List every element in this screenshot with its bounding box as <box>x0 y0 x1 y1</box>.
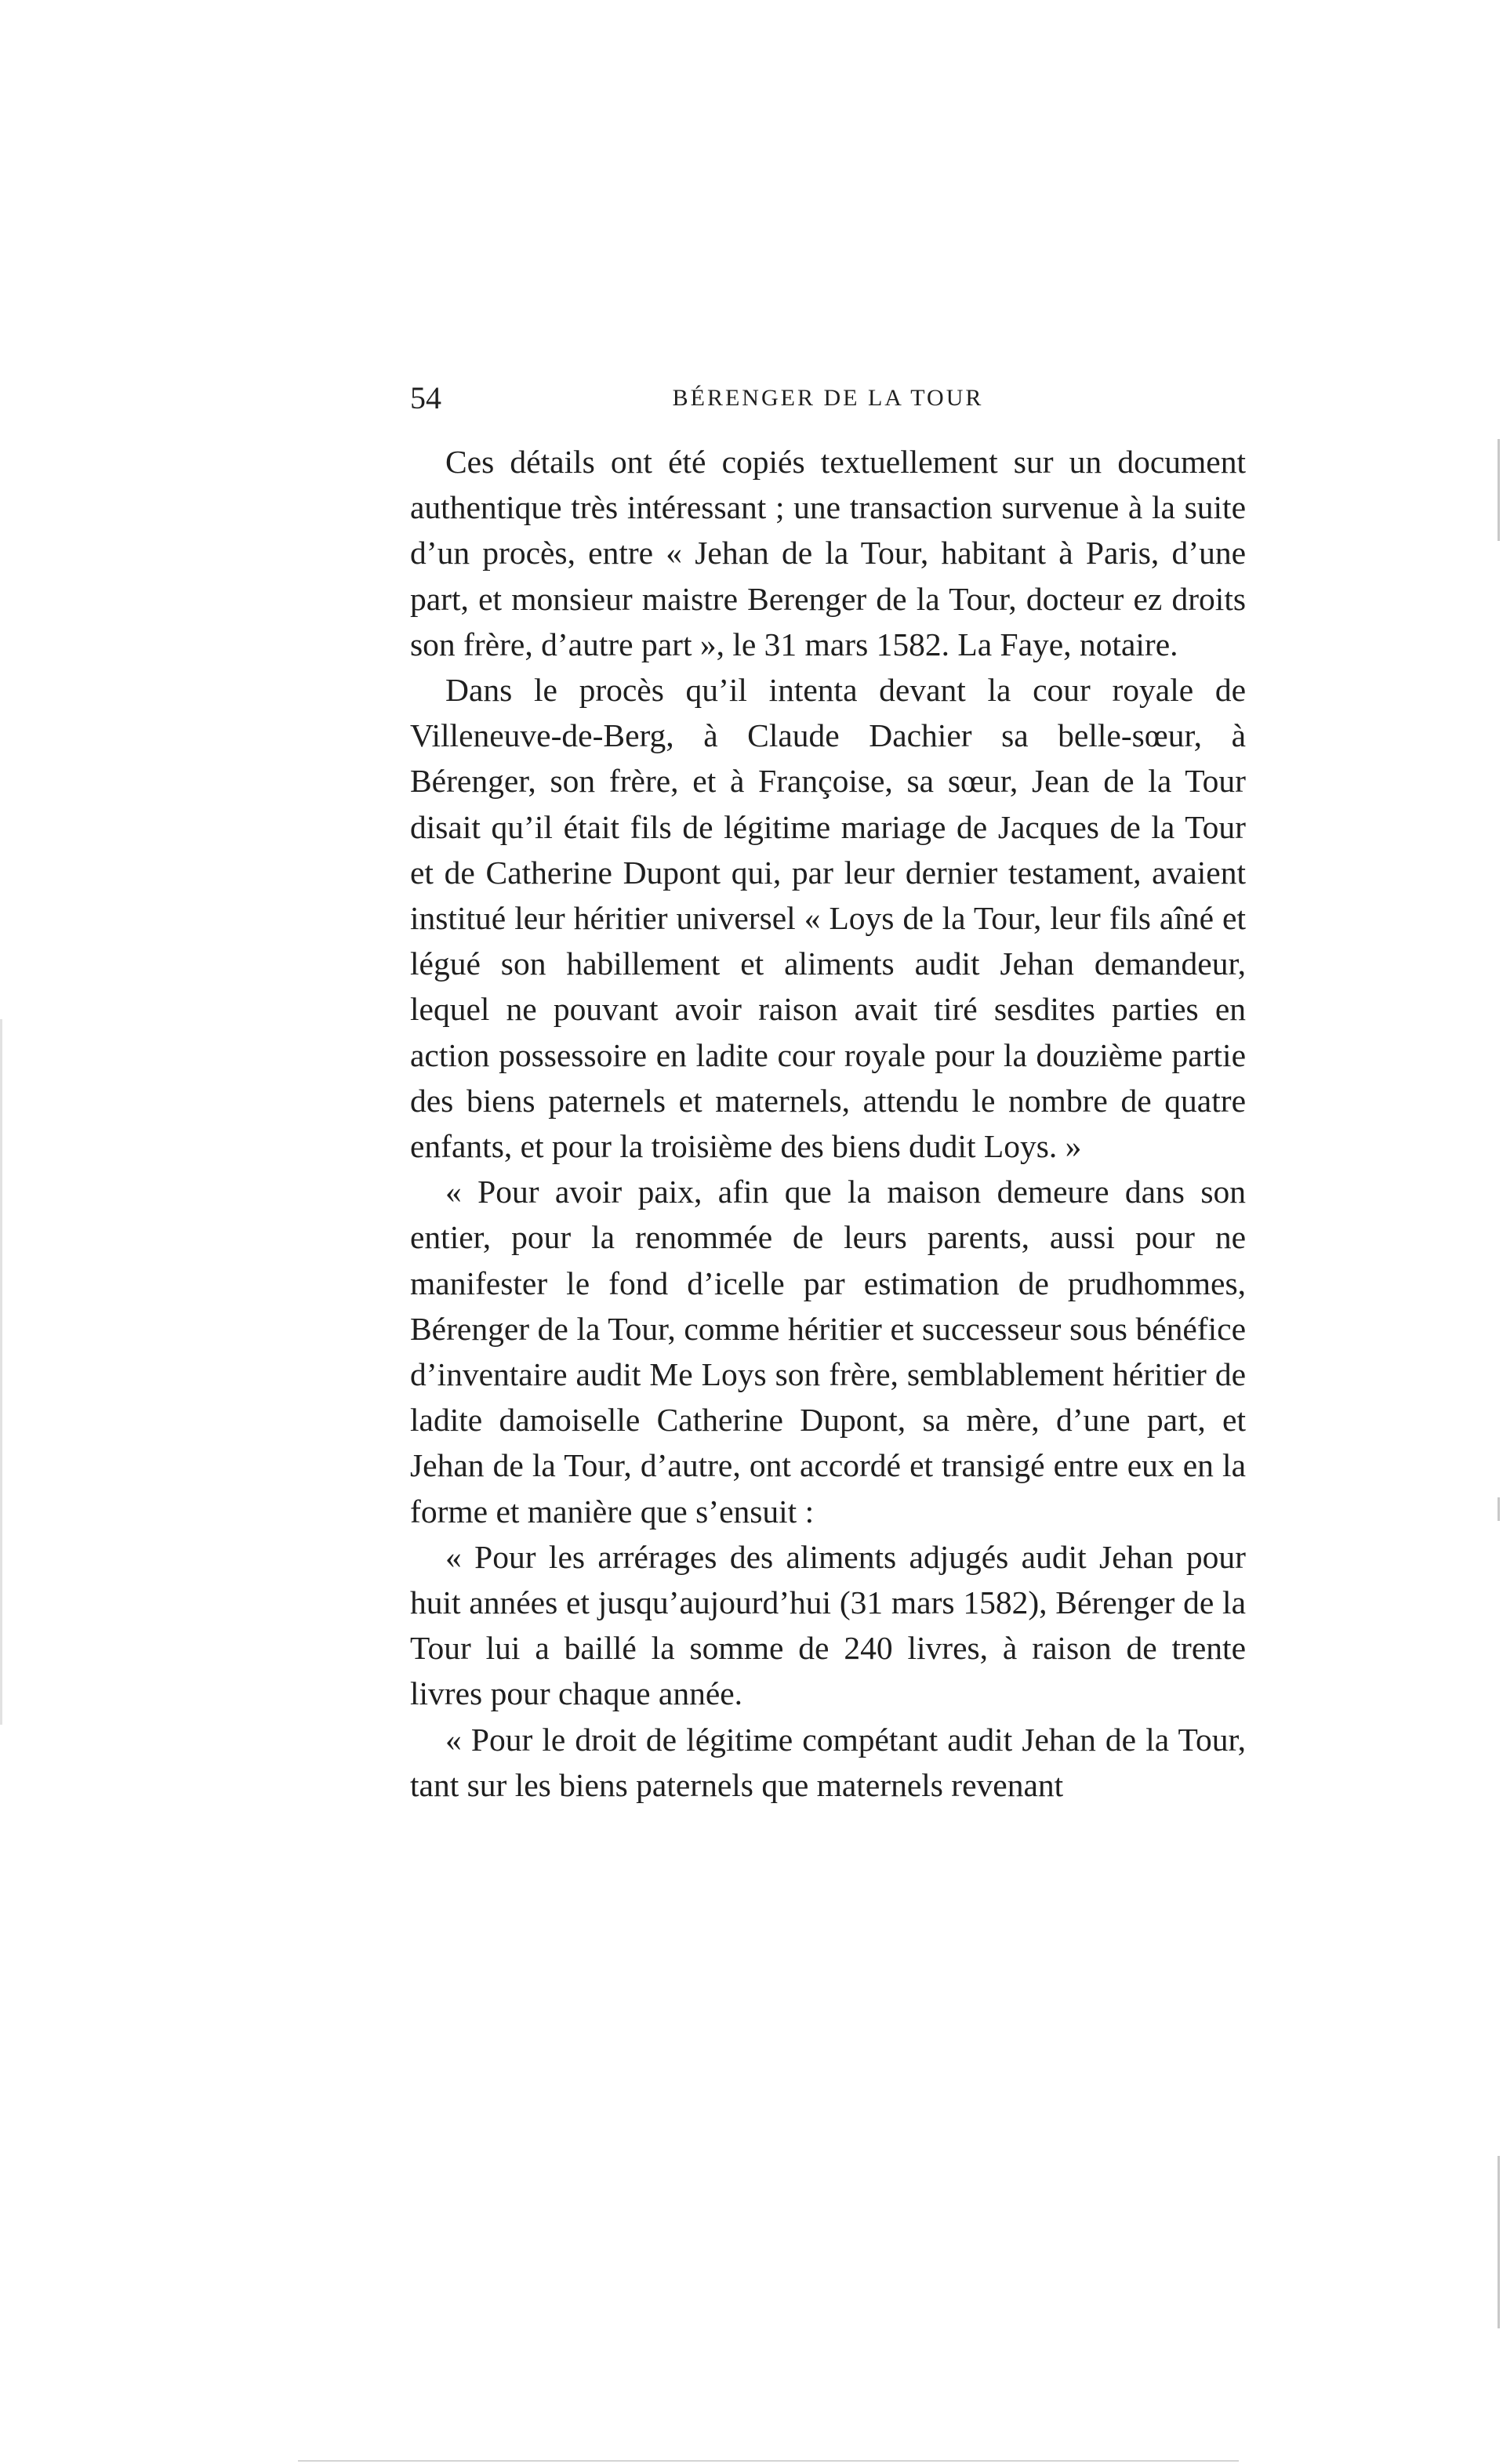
page-number: 54 <box>410 380 441 416</box>
scan-mark-right-middle <box>1498 1497 1500 1521</box>
paragraph-1: Ces détails ont été copiés textuellement sur un document authentique très intéressant ; une transaction survenue à la suite d’un procès, entre « Jehan de la Tour, habitant à Paris, d’une part, et monsieur maistre Berenger de la Tour, docteur ez droits son frère, d’autre part », le 31 mars 1582. La Faye, notaire. <box>410 444 1246 662</box>
paragraph-2: Dans le procès qu’il intenta devant la cour royale de Villeneuve-de-Berg, à Claude Dachier sa belle-sœur, à Bérenger, son frère, et à Françoise, sa sœur, Jean de la Tour disait qu’il était fils de légitime mariage de Jacques de la Tour et de Catherine Dupont qui, par leur dernier testament, avaient institué leur héritier universel « Loys de la Tour, leur fils aîné et légué son habillement et aliments audit Jehan demandeur, lequel ne pouvant avoir raison avait tiré sesdites parties en action possessoire en ladite cour royale pour la douzième partie des biens paternels et maternels, attendu le nombre de quatre enfants, et pour la troisième des biens dudit Loys. » <box>410 672 1246 1165</box>
paragraph-5: « Pour le droit de légitime compétant audit Jehan de la Tour, tant sur les biens paternels que maternels revenant <box>410 1721 1246 1803</box>
scan-mark-right-top <box>1498 439 1500 541</box>
scan-mark-left-edge <box>0 1019 2 1725</box>
paragraph-4: « Pour les arrérages des aliments adjugés audit Jehan pour huit années et jusqu’aujourd’hui (31 mars 1582), Bérenger de la Tour lui a baillé la somme de 240 livres, à raison de trente livres pour chaque année. <box>410 1538 1246 1712</box>
body-text <box>410 439 1246 1808</box>
running-title: BÉRENGER DE LA TOUR <box>672 385 984 411</box>
scan-mark-right-bottom <box>1498 2156 1500 2328</box>
page-header <box>410 375 1246 422</box>
scan-bottom-edge <box>298 2460 1239 2462</box>
paragraph-3: « Pour avoir paix, afin que la maison demeure dans son entier, pour la renommée de leurs parents, aussi pour ne manifester le fond d’icelle par estimation de prudhommes, Bérenger de la Tour, comme héritier et successeur sous bénéfice d’inventaire audit Me Loys son frère, semblablement héritier de ladite damoiselle Catherine Dupont, sa mère, d’une part, et Jehan de la Tour, d’autre, ont accordé et transigé entre eux en la forme et manière que s’ensuit : <box>410 1174 1246 1530</box>
